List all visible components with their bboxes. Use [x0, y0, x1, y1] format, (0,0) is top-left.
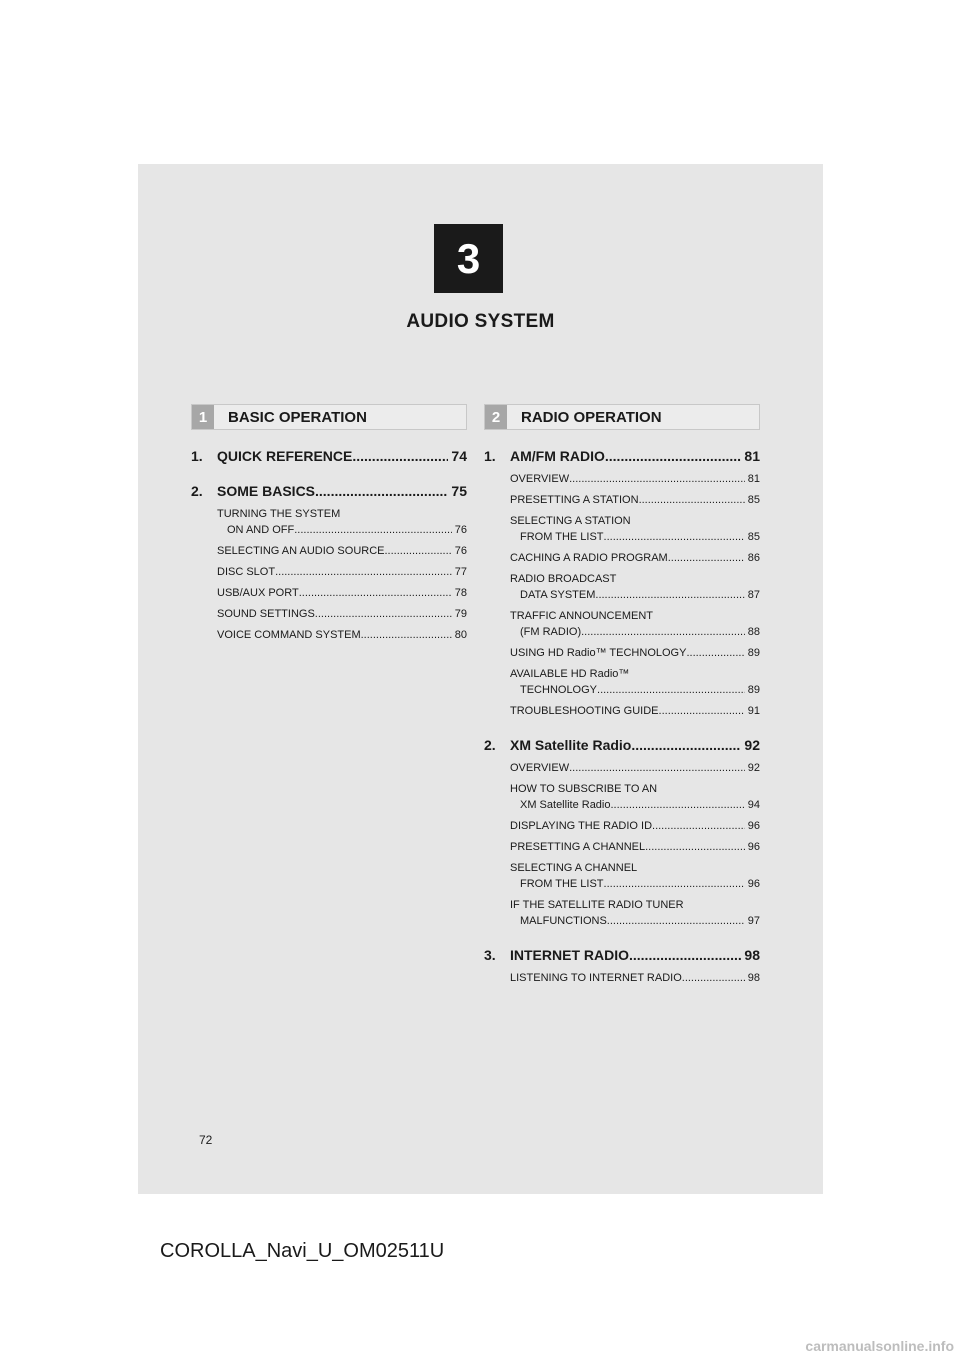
section-title: BASIC OPERATION	[228, 408, 367, 426]
leader-dots	[275, 564, 452, 580]
toc-subentry-page: 92	[747, 762, 760, 774]
toc-subentry-title: TROUBLESHOOTING GUIDE	[510, 705, 659, 717]
leader-dots	[315, 606, 452, 622]
toc-subentry-line: SELECTING A STATION	[510, 515, 631, 527]
leader-dots	[384, 543, 451, 559]
toc-subentry-title: XM Satellite Radio	[520, 799, 611, 811]
toc-subentry-link[interactable]	[217, 564, 467, 580]
toc-subentry-title: USING HD Radio™ TECHNOLOGY	[510, 647, 687, 659]
toc-subentry-link[interactable]	[510, 645, 760, 661]
toc-entry-link[interactable]	[191, 483, 467, 500]
page-number: 72	[199, 1133, 213, 1147]
toc-subentry-page: 98	[747, 972, 760, 984]
toc-subentry-title: DISC SLOT	[217, 566, 276, 578]
toc-subentry-title: DISPLAYING THE RADIO ID	[510, 820, 653, 832]
toc-subentry-link[interactable]	[217, 543, 467, 559]
leader-dots	[604, 529, 745, 545]
leader-dots	[605, 448, 742, 465]
toc-subentry-page: 76	[454, 545, 467, 557]
toc-subentry-link[interactable]	[510, 666, 760, 698]
toc-entries	[191, 448, 467, 643]
toc-subentry-link[interactable]	[217, 506, 467, 538]
toc-subentry-line: HOW TO SUBSCRIBE TO AN	[510, 783, 658, 795]
toc-subentry-title: DATA SYSTEM	[520, 589, 596, 601]
toc-entry-page: 98	[744, 947, 760, 963]
toc-subentry-link[interactable]	[510, 781, 760, 813]
toc-entry-page: 74	[451, 448, 467, 464]
toc-subentry-link[interactable]	[217, 606, 467, 622]
toc-subentries	[510, 970, 760, 986]
leader-dots	[682, 970, 745, 986]
toc-entry-link[interactable]	[484, 448, 760, 465]
toc-subentries	[217, 506, 467, 643]
toc-entry-title: AM/FM RADIO	[510, 448, 605, 464]
toc-subentry-link[interactable]	[510, 550, 760, 566]
toc-subentry-line: IF THE SATELLITE RADIO TUNER	[510, 899, 684, 911]
section-number: 1	[192, 405, 214, 429]
toc-subentries	[510, 760, 760, 929]
toc-subentry-page: 80	[454, 629, 467, 641]
toc-subentry-title: PRESETTING A CHANNEL	[510, 841, 646, 853]
section-title: RADIO OPERATION	[521, 408, 662, 426]
leader-dots	[639, 492, 745, 508]
leader-dots	[686, 645, 744, 661]
toc-subentry-line: RADIO BROADCAST	[510, 573, 617, 585]
toc-subentry-title: CACHING A RADIO PROGRAM	[510, 552, 668, 564]
toc-subentry-title: (FM RADIO)	[520, 626, 582, 638]
section-basic-operation	[191, 404, 467, 643]
toc-subentry-page: 88	[747, 626, 760, 638]
toc-subentry-link[interactable]	[217, 585, 467, 601]
toc-subentry-title: FROM THE LIST	[520, 531, 604, 543]
leader-dots	[631, 737, 741, 754]
toc-subentry-page: 89	[747, 684, 760, 696]
toc-subentry-title: VOICE COMMAND SYSTEM	[217, 629, 361, 641]
toc-subentry-page: 76	[454, 524, 467, 536]
toc-subentry-line: SELECTING A CHANNEL	[510, 862, 638, 874]
toc-subentry-title: MALFUNCTIONS	[520, 915, 607, 927]
leader-dots	[352, 448, 448, 465]
section-header	[484, 404, 760, 430]
toc-entry-link[interactable]	[484, 737, 760, 754]
toc-entry-link[interactable]	[484, 947, 760, 964]
leader-dots	[659, 703, 745, 719]
toc-subentry-page: 77	[454, 566, 467, 578]
toc-subentry-page: 81	[747, 473, 760, 485]
toc-subentry-link[interactable]	[510, 839, 760, 855]
toc-entry-title: INTERNET RADIO	[510, 947, 629, 963]
toc-subentry-page: 86	[747, 552, 760, 564]
toc-subentry-page: 87	[747, 589, 760, 601]
toc-subentry-link[interactable]	[510, 471, 760, 487]
toc-entry-page: 75	[451, 483, 467, 499]
leader-dots	[299, 585, 452, 601]
toc-subentry-page: 97	[747, 915, 760, 927]
toc-entry-number: 2.	[191, 483, 203, 499]
leader-dots	[569, 471, 745, 487]
leader-dots	[611, 797, 745, 813]
toc-entry-page: 81	[744, 448, 760, 464]
leader-dots	[581, 624, 745, 640]
toc-subentry-page: 79	[454, 608, 467, 620]
toc-subentry-link[interactable]	[510, 760, 760, 776]
toc-entry-title: SOME BASICS	[217, 483, 316, 499]
leader-dots	[652, 818, 745, 834]
toc-subentry-link[interactable]	[510, 703, 760, 719]
toc-subentry-line: TURNING THE SYSTEM	[217, 508, 341, 520]
toc-subentry-title: LISTENING TO INTERNET RADIO	[510, 972, 682, 984]
section-header	[191, 404, 467, 430]
toc-subentry-link[interactable]	[510, 860, 760, 892]
toc-entry-number: 3.	[484, 947, 496, 963]
toc-subentry-link[interactable]	[217, 627, 467, 643]
toc-subentry-page: 96	[747, 841, 760, 853]
toc-subentry-page: 96	[747, 820, 760, 832]
watermark: carmanualsonline.info	[805, 1338, 954, 1354]
toc-entry-link[interactable]	[191, 448, 467, 465]
toc-subentry-link[interactable]	[510, 571, 760, 603]
toc-entry-number: 1.	[484, 448, 496, 464]
leader-dots	[607, 913, 745, 929]
toc-subentry-page: 85	[747, 494, 760, 506]
toc-entry-title: XM Satellite Radio	[510, 737, 632, 753]
toc-subentry-link[interactable]	[510, 608, 760, 640]
leader-dots	[645, 839, 745, 855]
toc-subentry-link[interactable]	[510, 818, 760, 834]
toc-entry-number: 1.	[191, 448, 203, 464]
leader-dots	[569, 760, 745, 776]
toc-subentry-page: 78	[454, 587, 467, 599]
toc-subentry-link[interactable]	[510, 970, 760, 986]
leader-dots	[595, 587, 744, 603]
toc-subentry-link[interactable]	[510, 492, 760, 508]
leader-dots	[604, 876, 745, 892]
toc-subentry-title: OVERVIEW	[510, 473, 570, 485]
leader-dots	[361, 627, 452, 643]
toc-subentry-line: TRAFFIC ANNOUNCEMENT	[510, 610, 653, 622]
leader-dots	[315, 483, 448, 500]
toc-subentry-page: 91	[747, 705, 760, 717]
toc-subentry-line: AVAILABLE HD Radio™	[510, 668, 630, 680]
toc-subentry-link[interactable]	[510, 513, 760, 545]
toc-subentries	[510, 471, 760, 719]
toc-subentry-link[interactable]	[510, 897, 760, 929]
chapter-number: 3	[434, 224, 503, 293]
toc-subentry-title: FROM THE LIST	[520, 878, 604, 890]
toc-subentry-title: ON AND OFF	[227, 524, 295, 536]
toc-entries	[484, 448, 760, 986]
toc-entry-page: 92	[744, 737, 760, 753]
toc-subentry-title: SOUND SETTINGS	[217, 608, 315, 620]
toc-subentry-title: TECHNOLOGY	[520, 684, 598, 696]
toc-subentry-page: 96	[747, 878, 760, 890]
footer-doc-id: COROLLA_Navi_U_OM02511U	[160, 1240, 445, 1262]
toc-subentry-page: 89	[747, 647, 760, 659]
section-number: 2	[485, 405, 507, 429]
toc-subentry-title: OVERVIEW	[510, 762, 570, 774]
toc-subentry-page: 94	[747, 799, 760, 811]
toc-subentry-title: PRESETTING A STATION	[510, 494, 639, 506]
toc-entry-number: 2.	[484, 737, 496, 753]
section-radio-operation	[484, 404, 760, 986]
chapter-title: AUDIO SYSTEM	[406, 311, 555, 332]
leader-dots	[629, 947, 741, 964]
leader-dots	[668, 550, 745, 566]
toc-subentry-title: USB/AUX PORT	[217, 587, 299, 599]
toc-subentry-page: 85	[747, 531, 760, 543]
leader-dots	[597, 682, 745, 698]
toc-entry-title: QUICK REFERENCE	[217, 448, 353, 464]
leader-dots	[294, 522, 452, 538]
toc-subentry-title: SELECTING AN AUDIO SOURCE	[217, 545, 385, 557]
